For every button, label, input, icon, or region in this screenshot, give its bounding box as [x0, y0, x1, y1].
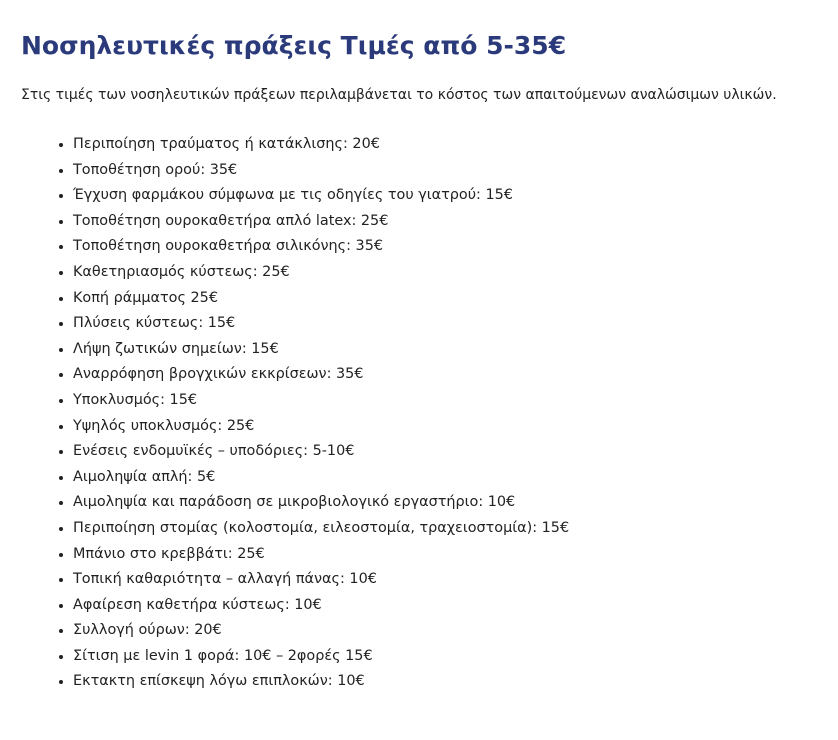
list-item: • Τοποθέτηση ουροκαθετήρα σιλικόνης: 35€ [73, 234, 569, 260]
list-item: • Αφαίρεση καθετήρα κύστεως: 10€ [73, 593, 569, 619]
list-item: • Αιμοληψία απλή: 5€ [73, 465, 569, 491]
list-item: • Αιμοληψία και παράδοση σε μικροβιολογικό εργαστήριο: 10€ [73, 490, 569, 516]
list-item: • Πλύσεις κύστεως: 15€ [73, 311, 569, 337]
list-item: • Τοποθέτηση ουροκαθετήρα απλό latex: 25€ [73, 209, 569, 235]
list-item: • Τοποθέτηση ορού: 35€ [73, 158, 569, 184]
list-item: • Τοπική καθαριότητα – αλλαγή πάνας: 10€ [73, 567, 569, 593]
list-item: • Λήψη ζωτικών σημείων: 15€ [73, 337, 569, 363]
list-item: • Εκτακτη επίσκεψη λόγω επιπλοκών: 10€ [73, 669, 569, 695]
list-item: • Ενέσεις ενδομυϊκές – υποδόριες: 5-10€ [73, 439, 569, 465]
list-item: • Περιποίηση στομίας (κολοστομία, ειλεοστομία, τραχειοστομία): 15€ [73, 516, 569, 542]
page-title: Νοσηλευτικές πράξεις Τιμές από 5-35€ [21, 31, 567, 60]
list-item: • Περιποίηση τραύματος ή κατάκλισης: 20€ [73, 132, 569, 158]
list-item: • Συλλογή ούρων: 20€ [73, 618, 569, 644]
list-item: • Υψηλός υποκλυσμός: 25€ [73, 414, 569, 440]
list-item: • Σίτιση με levin 1 φορά: 10€ – 2φορές 15€ [73, 644, 569, 670]
list-item: • Υποκλυσμός: 15€ [73, 388, 569, 414]
services-price-list [21, 132, 569, 695]
list-item: • Καθετηριασμός κύστεως: 25€ [73, 260, 569, 286]
intro-text: Στις τιμές των νοσηλευτικών πράξεων περιλαμβάνεται το κόστος των απαιτούμενων αναλώσιμων υλικών. [21, 87, 777, 103]
list-item: • Μπάνιο στο κρεββάτι: 25€ [73, 542, 569, 568]
list-item: • Αναρρόφηση βρογχικών εκκρίσεων: 35€ [73, 362, 569, 388]
list-item: • Έγχυση φαρμάκου σύμφωνα με τις οδηγίες του γιατρού: 15€ [73, 183, 569, 209]
list-item: • Κοπή ράμματος 25€ [73, 286, 569, 312]
